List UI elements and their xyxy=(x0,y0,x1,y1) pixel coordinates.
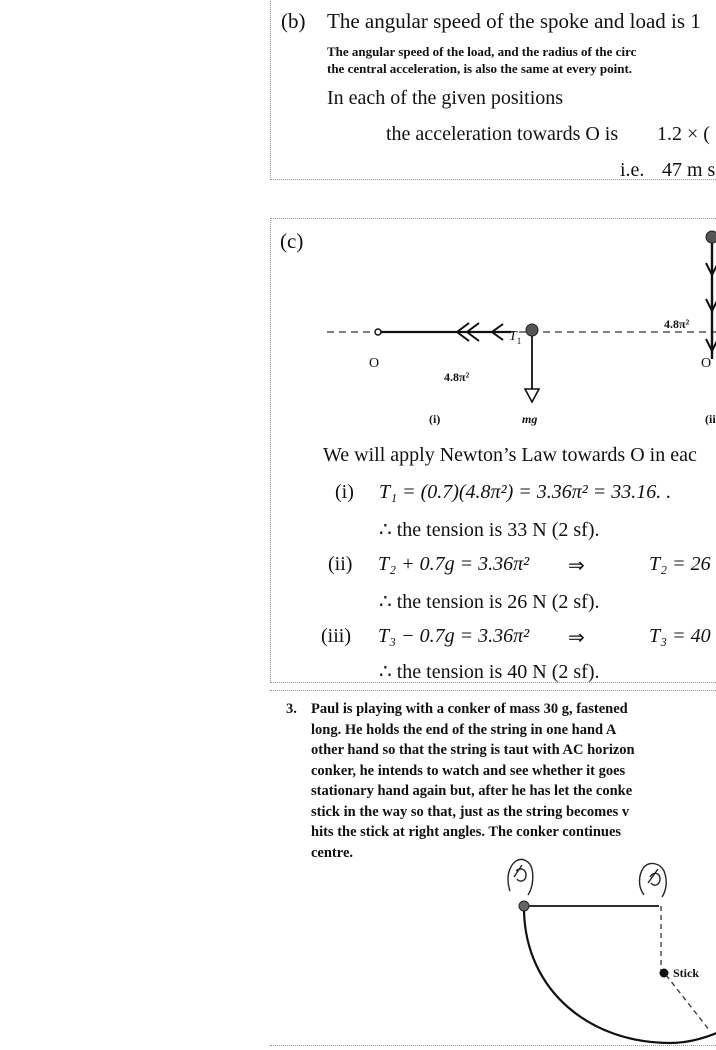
weight-label: mg xyxy=(522,412,538,426)
section-b-note-line1: The angular speed of the load, and the radius of the circ xyxy=(327,44,637,59)
stick-label: Stick xyxy=(673,966,700,980)
accel-label-ii: 4.8π² xyxy=(664,317,690,331)
equation-2-rhs: T₂ = 26 xyxy=(649,553,711,575)
section-b-note-line2: the central acceleration, is also the same at every point. xyxy=(327,61,633,76)
question-3-panel xyxy=(270,690,716,1046)
question-3-line-7: hits the stick at right angles. The conker continues xyxy=(311,824,622,840)
origin-label-i: O xyxy=(369,356,380,371)
newton-law-intro: We will apply Newton’s Law towards O in eac xyxy=(323,444,697,466)
right-hand-icon xyxy=(640,864,667,897)
tension-label: $T_1$ xyxy=(509,329,522,346)
question-3-line-6: stick in the way so that, just as the string becomes v xyxy=(311,803,630,820)
ie-label: i.e. xyxy=(620,159,645,181)
question-3-line-8: centre. xyxy=(311,844,353,861)
acceleration-text: the acceleration towards O is xyxy=(386,123,619,145)
equation-2-arrow: ⇒ xyxy=(568,555,585,577)
acceleration-value: 47 m s xyxy=(662,159,716,181)
equation-3-number: (iii) xyxy=(321,625,351,647)
equation-2-result: ∴ the tension is 26 N (2 sf). xyxy=(379,591,600,613)
section-c-panel xyxy=(270,218,716,683)
equation-3-result: ∴ the tension is 40 N (2 sf). xyxy=(379,661,600,683)
equation-1-result: ∴ the tension is 33 N (2 sf). xyxy=(379,519,600,541)
equation-2-number: (ii) xyxy=(328,553,353,575)
equation-3-arrow: ⇒ xyxy=(568,627,585,649)
equation-2: T₂ + 0.7g = 3.36π² xyxy=(378,553,530,575)
question-3-line-1: Paul is playing with a conker of mass 30 g, fastened xyxy=(311,701,628,717)
section-b-positions-intro: In each of the given positions xyxy=(327,87,564,109)
left-hand-icon xyxy=(508,859,533,895)
section-b-label: (b) xyxy=(281,9,306,33)
acceleration-expression: 1.2 × ( xyxy=(657,123,710,145)
question-3-line-3: other hand so that the string is taut with AC horizon xyxy=(311,742,635,758)
dashed-diagonal xyxy=(666,975,710,1031)
case-label-i: (i) xyxy=(429,412,441,426)
equation-3: T₃ − 0.7g = 3.36π² xyxy=(378,625,530,647)
equation-1-number: (i) xyxy=(335,481,354,503)
section-b-heading: The angular speed of the spoke and load is 1 xyxy=(327,9,701,33)
conker xyxy=(519,901,529,911)
weight-arrowhead xyxy=(525,389,539,402)
case-label-ii: (ii xyxy=(705,412,716,426)
particle-ii xyxy=(706,231,716,243)
question-3-line-4: conker, he intends to watch and see whether it goes xyxy=(311,762,626,779)
section-c-label: (c) xyxy=(280,229,304,253)
question-3-line-2: long. He holds the end of the string in one hand A xyxy=(311,721,617,738)
question-3-number: 3. xyxy=(286,701,297,717)
section-b-panel xyxy=(270,0,716,180)
force-diagram xyxy=(271,219,716,429)
accel-label-i: 4.8π² xyxy=(444,370,470,384)
equation-3-rhs: T₃ = 40 xyxy=(649,625,711,647)
particle-i xyxy=(526,324,538,336)
origin-label-ii: O xyxy=(701,356,712,371)
origin-point-i xyxy=(375,329,381,335)
conker-diagram xyxy=(270,691,716,1045)
equation-1: T₁ = (0.7)(4.8π²) = 3.36π² = 33.16. . xyxy=(379,481,672,503)
question-3-line-5: stationary hand again but, after he has let the conke xyxy=(311,783,633,799)
